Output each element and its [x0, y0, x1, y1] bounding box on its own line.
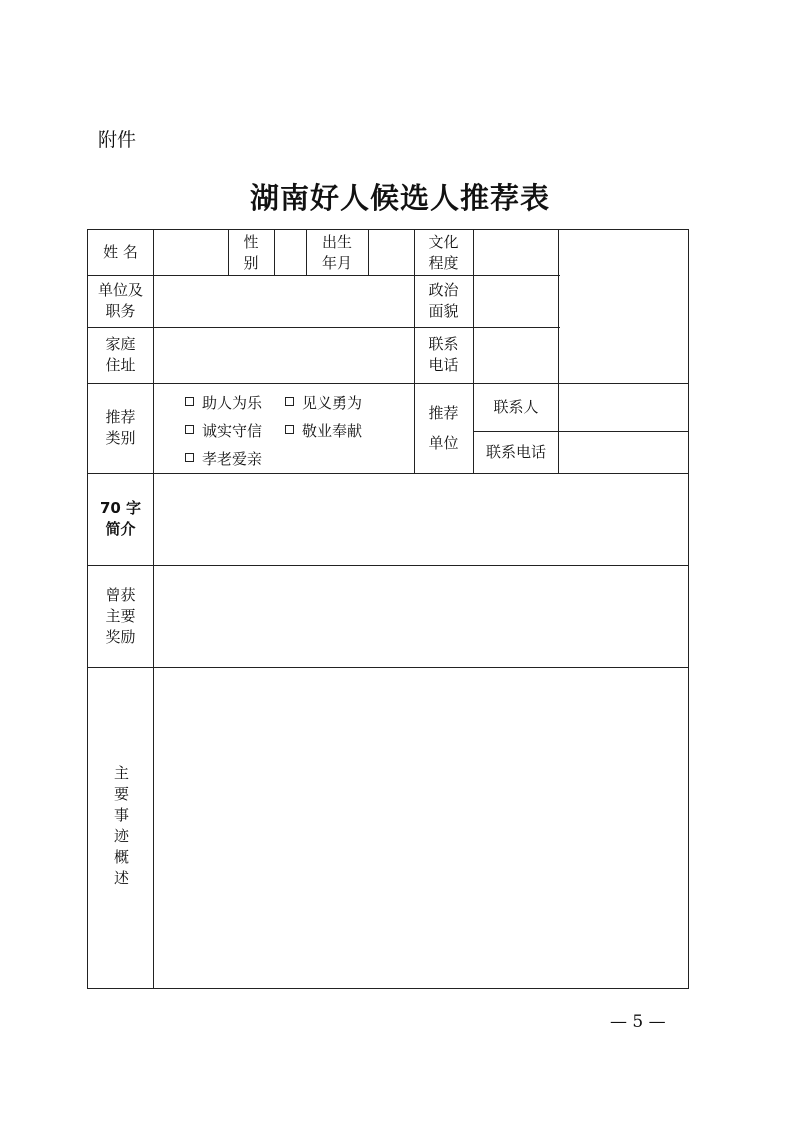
unit-label: 单位及 职务 — [97, 281, 143, 320]
contact-phone-field[interactable] — [559, 431, 688, 473]
deeds-field[interactable] — [154, 667, 688, 988]
phone-label: 联系 电话 — [428, 335, 459, 374]
category-option[interactable] — [285, 420, 362, 441]
category-label: 推荐 类别 — [105, 408, 136, 447]
phone-field[interactable] — [474, 327, 558, 383]
education-field[interactable] — [474, 230, 558, 275]
education-label: 文化 程度 — [428, 232, 459, 272]
gender-field[interactable] — [275, 230, 306, 275]
category-option-label: 孝老爱亲 — [202, 450, 263, 468]
awards-label: 曾获 主要 奖励 — [105, 585, 136, 646]
intro-field[interactable] — [154, 473, 688, 565]
checkbox-icon — [285, 425, 294, 434]
category-option-label: 助人为乐 — [202, 394, 263, 412]
photo-field[interactable] — [559, 230, 688, 383]
name-label: 姓 名 — [103, 243, 138, 261]
recommend-unit-label: 推荐 单位 — [428, 404, 459, 452]
name-field[interactable] — [154, 230, 228, 275]
recommendation-form-table — [87, 229, 689, 989]
unit-field[interactable] — [154, 275, 414, 327]
political-field[interactable] — [474, 275, 558, 327]
checkbox-icon — [285, 397, 294, 406]
category-option-label: 诚实守信 — [202, 422, 263, 440]
form-title: 湖南好人候选人推荐表 — [249, 181, 550, 215]
contact-person-field[interactable] — [559, 383, 688, 431]
birth-label: 出生 年月 — [321, 232, 352, 272]
category-option-label: 见义勇为 — [302, 394, 363, 412]
address-field[interactable] — [154, 327, 414, 383]
contact-person-label: 联系人 — [493, 397, 539, 416]
checkbox-icon — [185, 453, 194, 462]
awards-field[interactable] — [154, 565, 688, 667]
checkbox-icon — [185, 425, 194, 434]
birth-field[interactable] — [369, 230, 414, 275]
political-label: 政治 面貌 — [428, 281, 459, 320]
page-number: — 5 — — [610, 1012, 666, 1032]
gender-label: 性 别 — [243, 232, 259, 272]
category-option[interactable] — [185, 420, 262, 441]
category-option-label: 敬业奉献 — [302, 422, 363, 440]
category-option[interactable] — [285, 392, 362, 413]
intro-label: 70 字 简介 — [99, 499, 142, 538]
contact-phone-label: 联系电话 — [485, 442, 546, 461]
category-option[interactable] — [185, 448, 262, 469]
attachment-label: 附件 — [98, 129, 137, 151]
deeds-label-cell — [88, 667, 153, 988]
checkbox-icon — [185, 397, 194, 406]
deeds-label: 主要事迹概述 — [112, 764, 130, 891]
category-option[interactable] — [185, 392, 262, 413]
address-label: 家庭 住址 — [105, 335, 136, 374]
